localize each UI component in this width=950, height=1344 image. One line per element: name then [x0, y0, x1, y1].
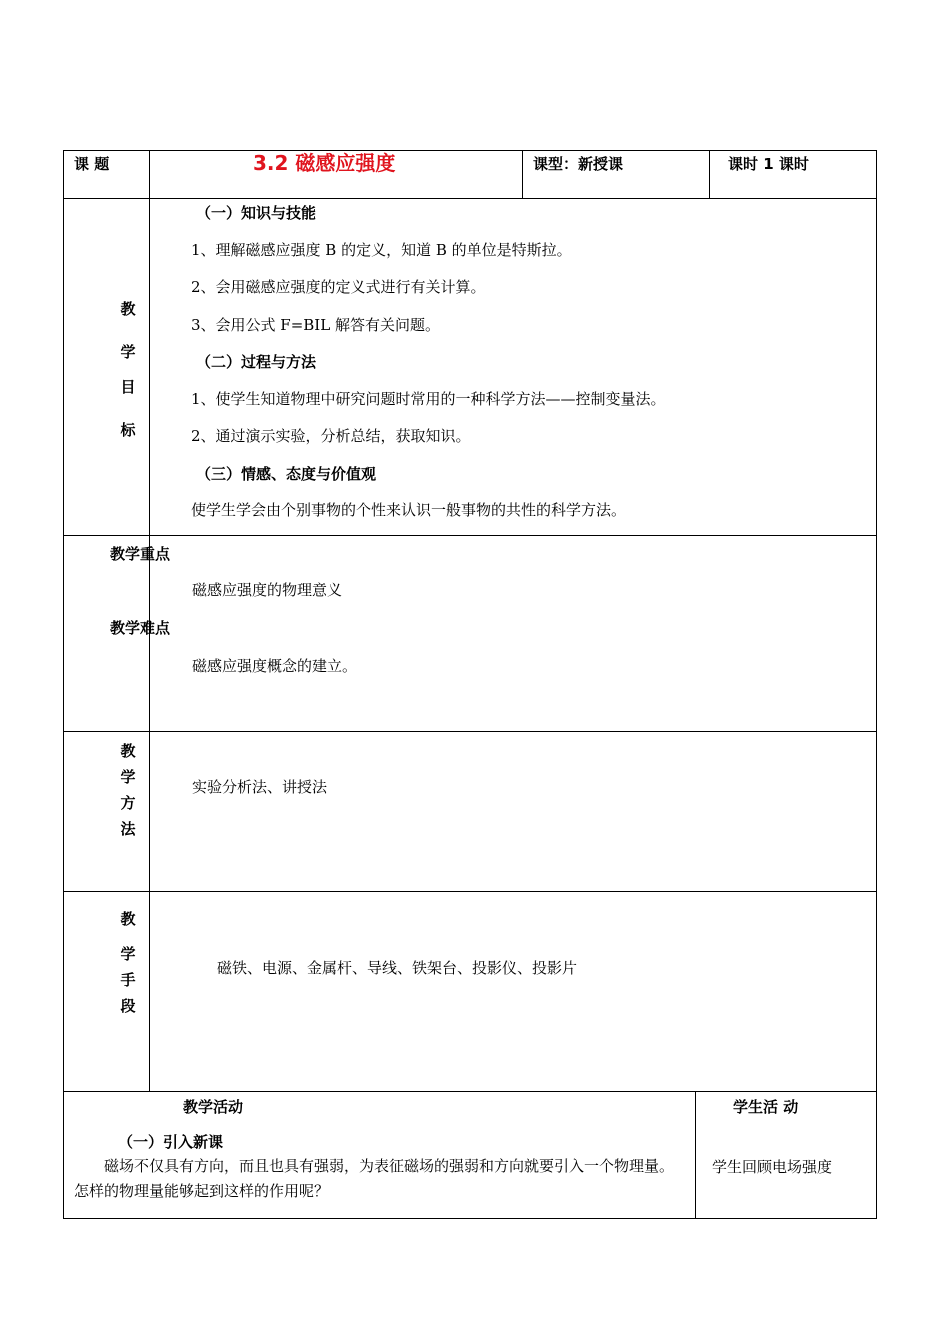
- teacher-activity-heading: 教学活动: [183, 1098, 244, 1116]
- table-border-right: [876, 150, 877, 1219]
- side-char: 教: [120, 300, 136, 318]
- attitude-heading: （三）情感、态度与价值观: [196, 465, 377, 483]
- side-char: 教: [120, 742, 136, 760]
- side-char: 目: [120, 378, 136, 396]
- knowledge-item: 3、会用公式 F=BIL 解答有关问题。: [191, 316, 440, 334]
- table-border-left: [63, 150, 64, 1219]
- column-divider-hours: [709, 150, 710, 199]
- process-heading: （二）过程与方法: [196, 353, 317, 371]
- difficult-point-text: 磁感应强度概念的建立。: [192, 657, 358, 675]
- side-char: 学: [120, 945, 136, 963]
- knowledge-item: 2、会用磁感应强度的定义式进行有关计算。: [191, 278, 486, 296]
- side-char: 学: [120, 768, 136, 786]
- topic-label: 课 题: [74, 155, 110, 173]
- row-divider-keypoints: [63, 731, 877, 732]
- lesson-title: 3.2 磁感应强度: [253, 151, 396, 175]
- row-divider-objectives: [63, 535, 877, 536]
- difficult-point-label: 教学难点: [110, 619, 171, 637]
- side-char: 学: [120, 343, 136, 361]
- column-divider-activity: [695, 1091, 696, 1219]
- methods-text: 实验分析法、讲授法: [192, 778, 328, 796]
- objectives-side-label: [118, 298, 138, 441]
- column-divider-type: [522, 150, 523, 199]
- process-item: 1、使学生知道物理中研究问题时常用的一种科学方法——控制变量法。: [191, 390, 666, 408]
- lesson-type: 课型：新授课: [533, 155, 624, 173]
- means-text: 磁铁、电源、金属杆、导线、铁架台、投影仪、投影片: [217, 959, 578, 977]
- table-border-bottom: [63, 1218, 877, 1219]
- means-side-label: [118, 908, 138, 1021]
- knowledge-item: 1、理解磁感应强度 B 的定义，知道 B 的单位是特斯拉。: [191, 241, 572, 259]
- table-border-top: [63, 150, 877, 151]
- side-char: 手: [120, 971, 136, 989]
- methods-side-label: [118, 740, 138, 844]
- side-char: 教: [120, 910, 136, 928]
- key-point-label: 教学重点: [110, 545, 171, 563]
- process-item: 2、通过演示实验，分析总结，获取知识。: [191, 427, 471, 445]
- row-divider-means: [63, 1091, 877, 1092]
- row-divider-methods: [63, 891, 877, 892]
- key-point-text: 磁感应强度的物理意义: [192, 581, 343, 599]
- student-activity-heading: 学生活 动: [733, 1098, 799, 1116]
- side-char: 段: [120, 997, 136, 1015]
- side-char: 方: [120, 794, 136, 812]
- attitude-item: 使学生学会由个别事物的个性来认识一般事物的共性的科学方法。: [191, 501, 627, 519]
- intro-paragraph: 磁场不仅具有方向，而且也具有强弱，为表征磁场的强弱和方向就要引入一个物理量。怎样的物理量能够起到这样的作用呢？: [74, 1157, 675, 1200]
- knowledge-heading: （一）知识与技能: [196, 204, 317, 222]
- intro-heading: （一）引入新课: [118, 1133, 224, 1151]
- student-activity-text: 学生回顾电场强度: [712, 1158, 833, 1176]
- side-char: 标: [120, 421, 136, 439]
- row-divider-header: [63, 198, 877, 199]
- class-hours: 课时 1 课时: [728, 155, 809, 173]
- side-char: 法: [120, 820, 136, 838]
